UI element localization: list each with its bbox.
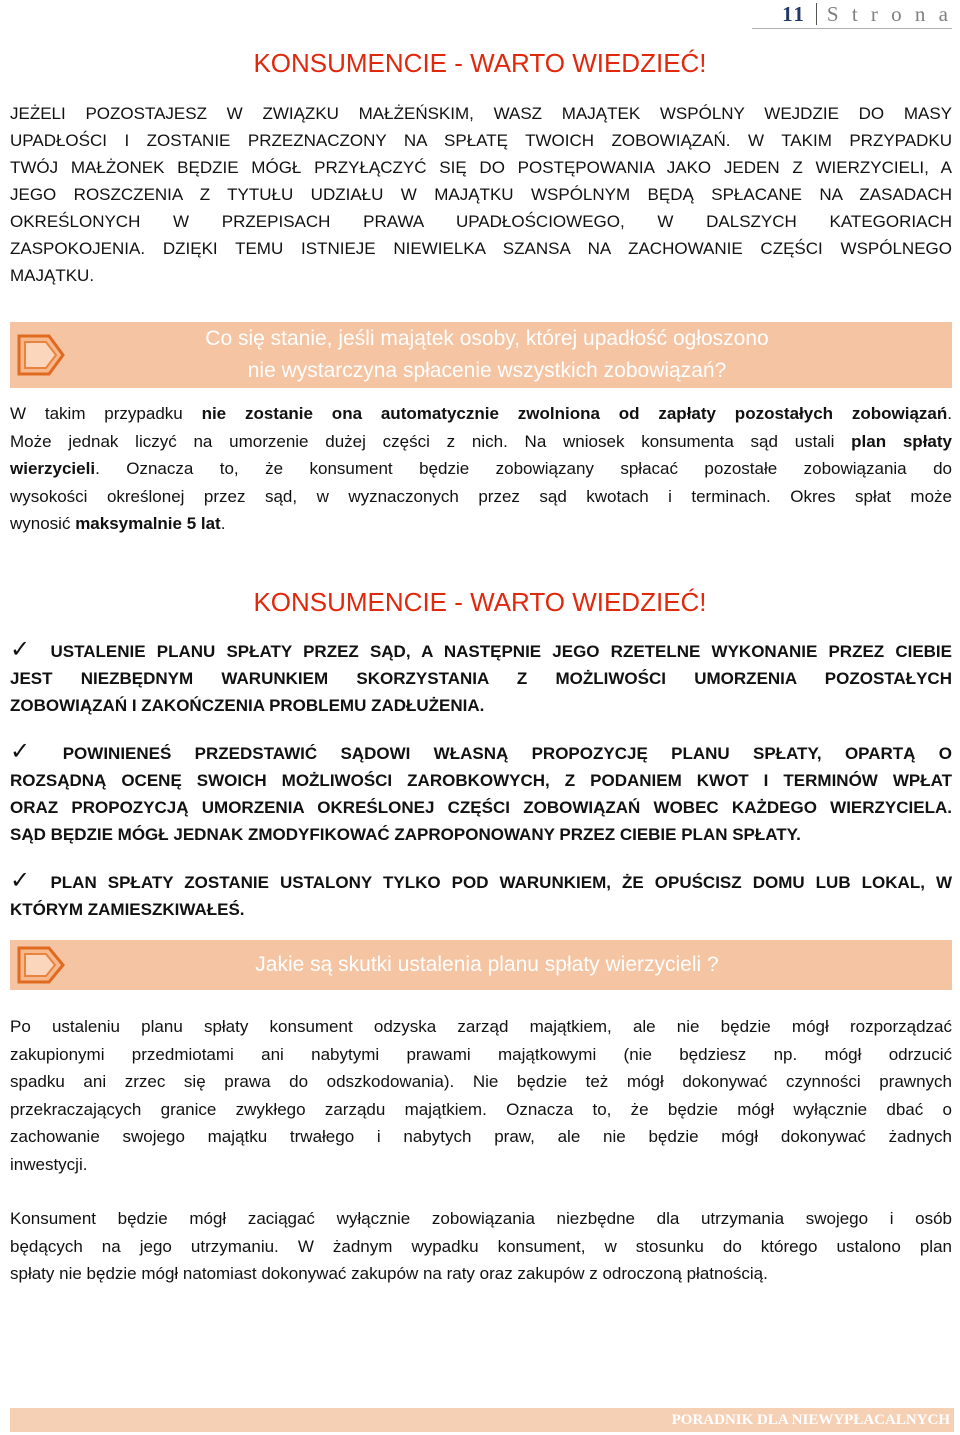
- checklist-line: [10, 738, 952, 767]
- checkmark-icon: ✓: [10, 737, 49, 765]
- checklist-line: [10, 867, 952, 896]
- checklist-line: JEST NIEZBĘDNYM WARUNKIEM SKORZYSTANIA Z MOŻLIWOŚCI UMORZENIA POZOSTAŁYCH: [10, 669, 952, 688]
- paragraph-obligations: [10, 1205, 952, 1288]
- banner-question-line: Co się stanie, jeśli majątek osoby, której upadłość ogłoszono: [205, 327, 769, 350]
- checklist-item: [10, 867, 952, 923]
- paragraph-line: spłaty nie będzie mógł natomiast dokonywać zakupów na raty oraz zakupów z odroczoną płatnością.: [10, 1264, 768, 1283]
- checkmark-icon: ✓: [10, 866, 37, 894]
- banner-question-line: nie wystarczyna spłacenie wszystkich zobowiązań?: [247, 359, 727, 382]
- arrow-tag-icon: [10, 332, 72, 378]
- checklist-item: [10, 738, 952, 848]
- question-banner: [10, 322, 952, 388]
- paragraph-line: inwestycji.: [10, 1154, 88, 1174]
- text-run: .: [220, 514, 226, 533]
- paragraph-line: Po ustaleniu planu spłaty konsument odzyska zarząd majątkiem, ale nie będzie mógł rozporządzać: [10, 1017, 952, 1036]
- checklist-line: ZOBOWIĄZAŃ I ZAKOŃCZENIA PROBLEMU ZADŁUŻENIA.: [10, 696, 485, 715]
- checklist-line: [10, 636, 952, 665]
- section-heading: KONSUMENCIE - WARTO WIEDZIEĆ!: [253, 48, 707, 78]
- arrow-tag-icon: [10, 944, 72, 986]
- paragraph-line: [10, 400, 952, 428]
- paragraph-effects: [10, 1013, 952, 1178]
- bold-text: maksymalnie 5 lat: [75, 514, 221, 533]
- bold-text: plan spłaty: [851, 431, 952, 451]
- checklist-line: KTÓRYM ZAMIESZKIWAŁEŚ.: [10, 900, 245, 919]
- paragraph-line: będących na jego utrzymaniu. W żadnym wypadku konsument, w stosunku do którego ustalono plan: [10, 1236, 952, 1256]
- banner-question: [72, 323, 952, 387]
- bold-text: nie zostanie ona automatycznie zwolniona od zapłaty pozostałych zobowiązań: [201, 404, 948, 423]
- text-run: W takim przypadku: [10, 404, 202, 423]
- intro-line: MAJĄTKU.: [10, 266, 95, 285]
- intro-line: ZASPOKOJENIA. DZIĘKI TEMU ISTNIEJE NIEWIELKA SZANSA NA ZACHOWANIE CZĘŚCI WSPÓLNEGO: [10, 239, 952, 258]
- paragraph-line: zakupionymi przedmiotami ani nabytymi prawami majątkowymi (nie będziesz np. mógł odrzucić: [10, 1044, 952, 1064]
- text-run: PLAN SPŁATY ZOSTANIE USTALONY TYLKO POD WARUNKIEM, ŻE OPUŚCISZ DOMU LUB LOKAL, W: [50, 873, 953, 892]
- intro-line: OKREŚLONYCH W PRZEPISACH PRAWA UPADŁOŚCIOWEGO, W DALSZYCH KATEGORIACH: [10, 212, 952, 231]
- page-label: S t r o n a: [826, 1, 952, 26]
- paragraph-line: Konsument będzie mógł zaciągać wyłącznie zobowiązania niezbędne dla utrzymania swojego i osób: [10, 1209, 952, 1228]
- text-run: . Oznacza to, że konsument będzie zobowiązany spłacać pozostałe zobowiązania do: [95, 459, 952, 478]
- text-run: Może jednak liczyć na umorzenie dużej części z nich. Na wniosek konsumenta sąd ustali: [10, 431, 852, 451]
- paragraph-line: [10, 455, 952, 483]
- question-banner: [10, 940, 952, 990]
- checkmark-icon: ✓: [10, 635, 37, 663]
- intro-paragraph: [10, 100, 952, 289]
- text-run: wynosić: [10, 514, 76, 533]
- checklist-line: SĄD BĘDZIE MÓGŁ JEDNAK ZMODYFIKOWAĆ ZAPROPONOWANY PRZEZ CIEBIE PLAN SPŁATY.: [10, 825, 801, 844]
- intro-line: TWÓJ MAŁŻONEK BĘDZIE MÓGŁ PRZYŁĄCZYĆ SIĘ DO POSTĘPOWANIA JAKO JEDEN Z WIERZYCIELI, A: [10, 158, 952, 177]
- checklist-item: [10, 636, 952, 719]
- text-run: USTALENIE PLANU SPŁATY PRZEZ SĄD, A NASTĘPNIE JEGO RZETELNE WYKONANIE PRZEZ CIEBIE: [50, 642, 952, 661]
- paragraph-line: [10, 428, 952, 456]
- footer-title: PORADNIK DLA NIEWYPŁACALNYCH: [671, 1412, 950, 1428]
- checklist-line: ORAZ PROPOZYCJĄ UMORZENIA OKREŚLONEJ CZĘŚCI ZOBOWIĄZAŃ WOBEC KAŻDEGO WIERZYCIELA.: [10, 798, 952, 817]
- page-number: 11: [782, 1, 806, 26]
- text-run: .: [947, 404, 952, 423]
- banner-question: Jakie są skutki ustalenia planu spłaty wierzycieli ?: [255, 953, 719, 976]
- paragraph-line: zachowanie swojego majątku trwałego i nabytych praw, ale nie będzie mógł dokonywać żadnych: [10, 1127, 952, 1146]
- paragraph-line: wysokości określonej przez sąd, w wyznaczonych przez sąd kwotach i terminach. Okres spłat może: [10, 486, 952, 506]
- page-number-divider: [816, 3, 817, 25]
- section-heading: KONSUMENCIE - WARTO WIEDZIEĆ!: [253, 587, 707, 617]
- intro-line: JEŻELI POZOSTAJESZ W ZWIĄZKU MAŁŻEŃSKIM, WASZ MAJĄTEK WSPÓLNY WEJDZIE DO MASY: [10, 104, 952, 123]
- intro-line: UPADŁOŚCI I ZOSTANIE PRZEZNACZONY NA SPŁATĘ TWOICH ZOBOWIĄZAŃ. W TAKIM PRZYPADKU: [10, 131, 952, 150]
- text-run: POWINIENEŚ PRZEDSTAWIĆ SĄDOWI WŁASNĄ PROPOZYCJĘ PLANU SPŁATY, OPARTĄ O: [62, 744, 953, 763]
- page-number-header: [752, 0, 952, 29]
- paragraph-line: przekraczających granice zwykłego zarządu majątkiem. Oznacza to, że będzie mógł wyłącznie dbać o: [10, 1099, 952, 1119]
- paragraph-line: [10, 510, 952, 538]
- checklist-line: ROZSĄDNĄ OCENĘ SWOICH MOŻLIWOŚCI ZAROBKOWYCH, Z PODANIEM KWOT I TERMINÓW WPŁAT: [10, 771, 952, 790]
- paragraph-line: spadku ani zrzec się prawa do odszkodowania). Nie będzie też mógł dokonywać czynności prawnych: [10, 1072, 952, 1091]
- intro-line: JEGO ROSZCZENIA Z TYTUŁU UDZIAŁU W MAJĄTKU WSPÓLNYM BĘDĄ SPŁACANE NA ZASADACH: [10, 185, 952, 204]
- page-footer: [10, 1408, 954, 1432]
- paragraph-plan: [10, 400, 952, 538]
- bold-text: wierzycieli: [10, 459, 96, 478]
